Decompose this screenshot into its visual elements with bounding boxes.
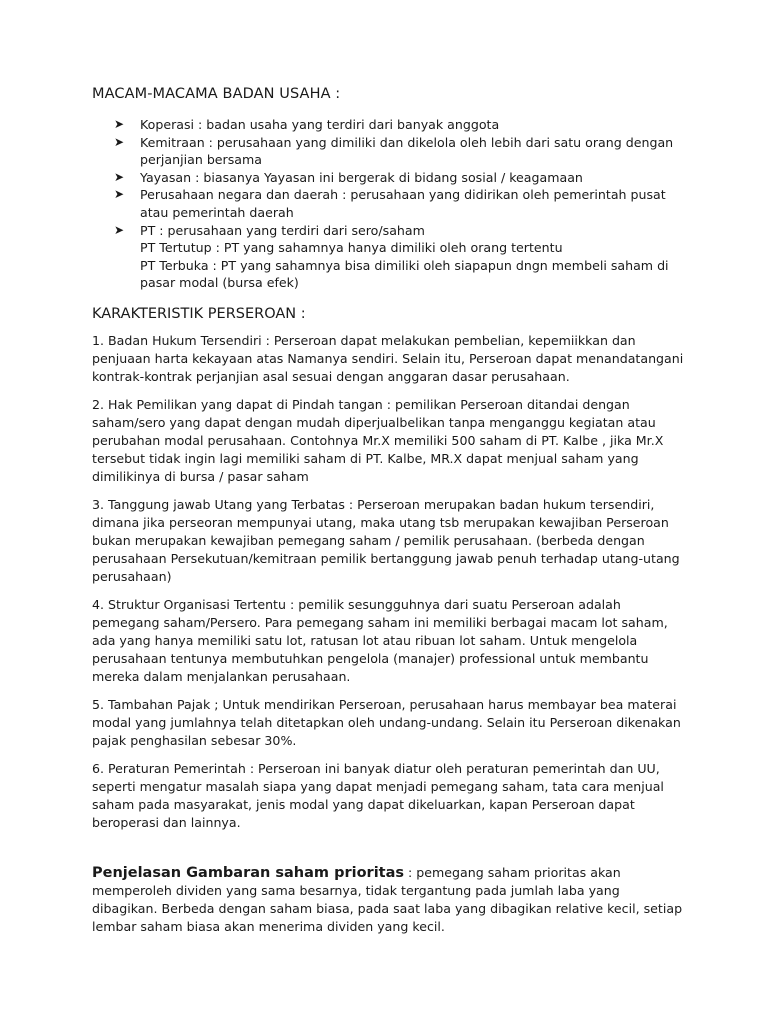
section-heading-badan-usaha: MACAM-MACAMA BADAN USAHA : [92, 86, 341, 102]
badan-usaha-list [92, 116, 684, 292]
list-item-text: Yayasan : biasanya Yayasan ini bergerak di bidang sosial / keagamaan [140, 169, 583, 185]
spacer [92, 842, 684, 864]
arrow-bullet-icon: ➤ [114, 222, 125, 237]
list-item-text: Koperasi : badan usaha yang terdiri dari banyak anggota [140, 117, 500, 132]
section-heading-karakteristik: KARAKTERISTIK PERSEROAN : [92, 305, 306, 322]
arrow-bullet-icon: ➤ [114, 187, 125, 202]
arrow-bullet-icon: ➤ [114, 117, 125, 131]
paragraph-4: 4. Struktur Organisasi Tertentu : pemilik sesungguhnya dari suatu Perseroan adalah pemegang saham/Persero. Para pemegang saham ini memiliki berbagai macam lot saham, ada yang hanya memiliki satu lot, ratusan lot atau ribuan lot saham. Untuk mengelola perusahaan tentunya membutuhkan pengelola (manajer) professional untuk membantu mereka dalam menjalankan perusahaan. [92, 596, 668, 684]
list-item-kemitraan [92, 134, 684, 169]
document-page [92, 86, 684, 936]
list-item-text: PT : perusahaan yang terdiri dari sero/saham [140, 222, 425, 238]
paragraph-3: 3. Tanggung jawab Utang yang Terbatas : Perseroan merupakan badan hukum tersendiri, dimana jika perseoran mempunyai utang, maka utang tsb merupakan kewajiban Perseroan bukan merupakan kewajiban pemegang saham / pemilik perusahaan. (berbeda dengan perusahaan Persekutuan/kemitraan pemilik bertanggung jawab penuh terhadap utang-utang perusahaan) [92, 496, 680, 584]
list-item-subtext-pt-terbuka: PT Terbuka : PT yang sahamnya bisa dimiliki oleh siapapun dngn membeli saham di pasar modal (bursa efek) [140, 257, 669, 291]
list-item-text: Perusahaan negara dan daerah : perusahaan yang didirikan oleh pemerintah pusat atau pemerintah daerah [140, 187, 666, 220]
list-item-subtext-pt-tertutup: PT Tertutup : PT yang sahamnya hanya dimiliki oleh orang tertentu [140, 240, 563, 256]
list-item-yayasan [92, 169, 684, 187]
arrow-bullet-icon: ➤ [114, 134, 125, 149]
paragraph-6: 6. Peraturan Pemerintah : Perseroan ini banyak diatur oleh peraturan pemerintah dan UU, seperti mengatur masalah siapa yang dapat menjadi pemegang saham, tata cara menjual saham pada masyarakat, jenis modal yang dapat dikeluarkan, kapan Perseroan dapat beroperasi dan lainnya. [92, 760, 664, 830]
saham-prioritas-paragraph [92, 864, 684, 936]
saham-prioritas-lead: Penjelasan Gambaran saham prioritas [92, 864, 405, 881]
list-item-koperasi [92, 116, 684, 134]
list-item-pt [92, 222, 684, 292]
list-item-perusahaan-negara [92, 186, 684, 221]
paragraph-1: 1. Badan Hukum Tersendiri : Perseroan dapat melakukan pembelian, kepemiikkan dan penjuaan harta kekayaan atas Namanya sendiri. Selain itu, Perseroan dapat menandatangani kontrak-kontrak perjanjian asal sesuai dengan anggaran dasar perusahaan. [92, 332, 684, 384]
paragraph-2: 2. Hak Pemilikan yang dapat di Pindah tangan : pemilikan Perseroan ditandai dengan saham/sero yang dapat dengan mudah diperjualbelikan tanpa menganggu kegiatan atau perubahan modal perusahaan. Contohnya Mr.X memiliki 500 saham di PT. Kalbe , jika Mr.X tersebut tidak ingin lagi memiliki saham di PT. Kalbe, MR.X dapat menjual saham yang dimilikinya di bursa / pasar saham [92, 396, 664, 484]
saham-prioritas-body: : pemegang saham prioritas akan memperoleh dividen yang sama besarnya, tidak tergantung pada jumlah laba yang dibagikan. Berbeda dengan saham biasa, pada saat laba yang dibagikan relative kecil, setiap lembar saham biasa akan menerima dividen yang kecil. [92, 864, 683, 934]
arrow-bullet-icon: ➤ [114, 169, 125, 184]
paragraph-5: 5. Tambahan Pajak ; Untuk mendirikan Perseroan, perusahaan harus membayar bea materai modal yang jumlahnya telah ditetapkan oleh undang-undang. Selain itu Perseroan dikenakan pajak penghasilan sebesar 30%. [92, 696, 681, 748]
list-item-text: Kemitraan : perusahaan yang dimiliki dan dikelola oleh lebih dari satu orang dengan perjanjian bersama [140, 134, 674, 168]
